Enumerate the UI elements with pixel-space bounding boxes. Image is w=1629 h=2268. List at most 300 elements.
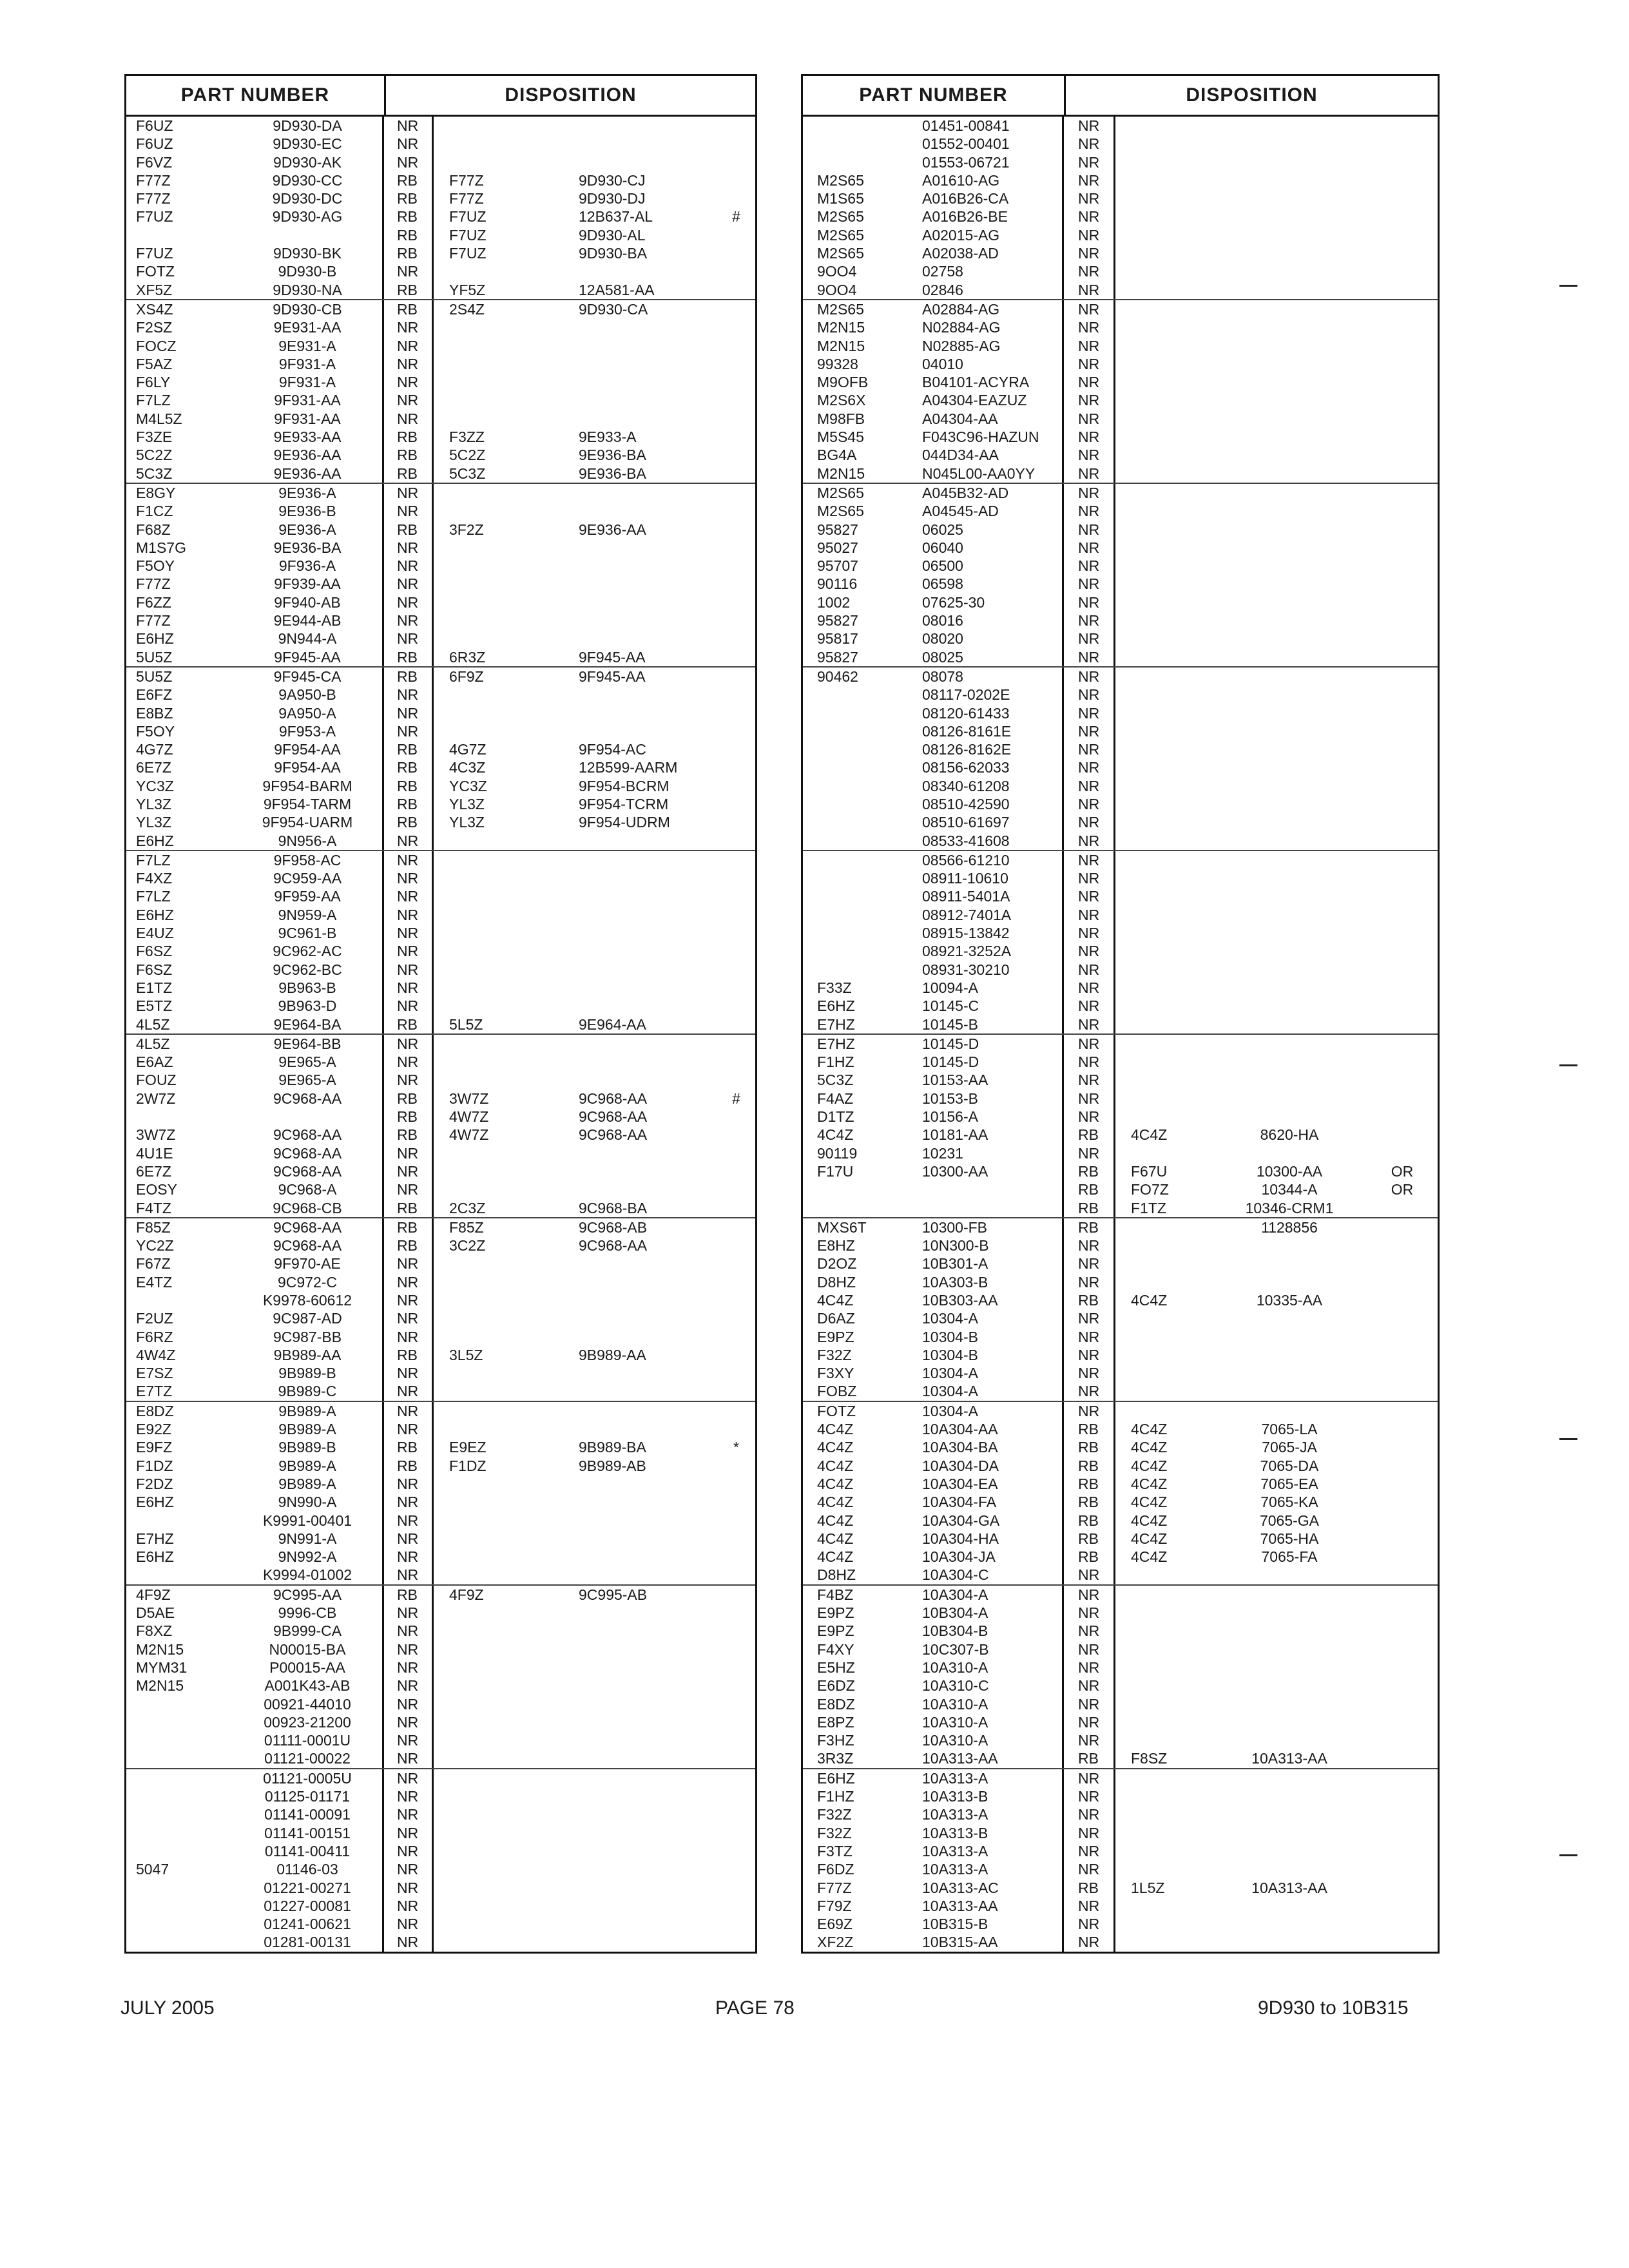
part-number: 10145-D [909, 1035, 1064, 1053]
note-mark [1367, 1933, 1438, 1951]
part-prefix: F85Z [136, 1218, 171, 1236]
note-mark [717, 668, 755, 686]
table-row [803, 1218, 1438, 1236]
part-number: 9E964-BB [233, 1035, 384, 1053]
table-row [126, 924, 755, 942]
part-prefix: 4F9Z [136, 1586, 171, 1603]
part-prefix [126, 1805, 233, 1823]
note-mark [1367, 1475, 1438, 1493]
table-row [803, 887, 1438, 905]
part-prefix: E8PZ [817, 1713, 854, 1731]
part-number: 9C968-AA [233, 1218, 384, 1236]
note-mark [717, 226, 755, 244]
note-mark [1367, 1860, 1438, 1878]
part-number: A02038-AD [909, 244, 1064, 262]
part-number: 01121-00022 [233, 1749, 384, 1767]
note-mark [1367, 428, 1438, 446]
row-group [803, 483, 1438, 666]
part-prefix [803, 869, 909, 887]
part-number: 10A304-C [909, 1566, 1064, 1584]
replacement-prefix [1115, 704, 1212, 722]
part-prefix: 4L5Z [136, 1035, 170, 1052]
note-mark [1367, 1126, 1438, 1144]
part-prefix: 9OO4 [817, 281, 857, 298]
replacement-number [543, 484, 717, 502]
replacement-number [543, 1933, 717, 1951]
replacement-number [543, 1824, 717, 1842]
part-number: 01451-00841 [909, 117, 1064, 135]
replacement-number: 10A313-AA [1251, 1879, 1327, 1896]
table-row [803, 1402, 1438, 1420]
table-row [803, 410, 1438, 428]
replacement-number [543, 1915, 717, 1933]
note-mark [717, 887, 755, 905]
replacement-number [543, 629, 717, 648]
footer-page-number: PAGE 78 [715, 1997, 795, 2019]
note-mark [1367, 1658, 1438, 1677]
replacement-number [543, 135, 717, 153]
note-mark [1367, 1915, 1438, 1933]
replacement-number [543, 1860, 717, 1878]
replacement-prefix [434, 1364, 543, 1382]
disposition-code: NR [1064, 1090, 1115, 1108]
replacement-number [543, 851, 717, 869]
disposition-code: RB [1064, 1493, 1115, 1511]
table-row [803, 1787, 1438, 1805]
part-number [909, 1199, 1064, 1217]
replacement-number: 9B989-BA [579, 1439, 646, 1456]
disposition-code: NR [1064, 1933, 1115, 1951]
note-mark [1367, 410, 1438, 428]
part-number: 08911-5401A [909, 887, 1064, 905]
table-row [126, 1805, 755, 1823]
note-mark [717, 1071, 755, 1089]
replacement-prefix [1115, 1604, 1212, 1622]
part-prefix: 4U1E [136, 1144, 173, 1162]
replacement-number [1212, 1860, 1367, 1878]
disposition-code: NR [384, 1915, 434, 1933]
part-number: 08912-7401A [909, 906, 1064, 924]
note-mark [717, 135, 755, 153]
note-mark [717, 557, 755, 575]
disposition-code: NR [1064, 722, 1115, 740]
table-row [126, 262, 755, 280]
part-prefix: E9PZ [817, 1328, 854, 1345]
part-prefix: F77Z [136, 612, 171, 629]
replacement-number: 9C968-AA [579, 1090, 648, 1107]
disposition-header: DISPOSITION [1186, 84, 1318, 106]
part-number: 10304-A [909, 1382, 1064, 1400]
replacement-number: 9D930-CJ [579, 171, 646, 189]
table-row [126, 997, 755, 1015]
replacement-prefix: 4C4Z [1131, 1292, 1168, 1309]
replacement-prefix [434, 1420, 543, 1438]
table-row [803, 1309, 1438, 1327]
part-number: 9F945-AA [233, 648, 384, 666]
right-parts-table [801, 74, 1440, 1954]
disposition-code: NR [1064, 244, 1115, 262]
part-prefix: BG4A [817, 447, 857, 464]
part-prefix: F6VZ [136, 153, 173, 171]
disposition-code: NR [1064, 1035, 1115, 1053]
part-number: 9B989-A [233, 1420, 384, 1438]
replacement-prefix: FO7Z [1131, 1181, 1169, 1198]
part-number: 9C968-AA [233, 1162, 384, 1180]
table-row [126, 1860, 755, 1878]
replacement-prefix [434, 704, 543, 722]
part-prefix: E4UZ [136, 925, 174, 942]
disposition-code: NR [1064, 391, 1115, 409]
part-number: 9F954-UARM [233, 813, 384, 831]
disposition-code: RB [1064, 1438, 1115, 1456]
note-mark [1367, 557, 1438, 575]
replacement-number [1212, 1035, 1367, 1053]
replacement-prefix [1115, 1328, 1212, 1346]
part-prefix: FOTZ [817, 1402, 856, 1419]
table-row [126, 1402, 755, 1420]
disposition-code: RB [1064, 1126, 1115, 1144]
part-number: 06040 [909, 539, 1064, 557]
part-prefix: E9PZ [817, 1604, 854, 1622]
part-number: 9C987-BB [233, 1328, 384, 1346]
replacement-number [543, 391, 717, 409]
part-prefix: F1DZ [136, 1457, 173, 1474]
replacement-number: 12B599-AARM [579, 759, 678, 776]
replacement-prefix: F7UZ [449, 245, 487, 262]
part-prefix: E8DZ [817, 1695, 855, 1713]
table-row [803, 484, 1438, 502]
disposition-code: NR [384, 942, 434, 960]
table-row [803, 1346, 1438, 1364]
table-row [126, 1915, 755, 1933]
table-row [803, 1035, 1438, 1053]
part-number: 9E933-AA [233, 428, 384, 446]
row-group [126, 1217, 755, 1401]
replacement-prefix [434, 851, 543, 869]
replacement-number [543, 318, 717, 336]
part-number: 9N990-A [233, 1493, 384, 1511]
replacement-prefix [1115, 1309, 1212, 1327]
replacement-prefix [1115, 300, 1212, 318]
replacement-prefix: F7UZ [449, 226, 487, 244]
table-row [126, 391, 755, 409]
replacement-number [1212, 1053, 1367, 1071]
disposition-code: RB [1064, 1162, 1115, 1180]
table-row [803, 1162, 1438, 1180]
note-mark [717, 1144, 755, 1162]
table-row [126, 1731, 755, 1749]
replacement-number [543, 1364, 717, 1382]
replacement-number [1212, 373, 1367, 391]
note-mark [1367, 355, 1438, 373]
disposition-code: NR [384, 117, 434, 135]
replacement-number: 7065-KA [1260, 1494, 1318, 1511]
table-row [126, 611, 755, 629]
replacement-prefix [1115, 1402, 1212, 1420]
replacement-prefix [434, 1842, 543, 1860]
note-mark: OR [1391, 1162, 1414, 1180]
part-number: 9B989-B [233, 1438, 384, 1456]
replacement-number [543, 117, 717, 135]
replacement-number [1212, 869, 1367, 887]
table-row [803, 813, 1438, 831]
replacement-prefix: 2C3Z [449, 1199, 486, 1216]
replacement-prefix [434, 1162, 543, 1180]
replacement-prefix [434, 117, 543, 135]
replacement-prefix [434, 1530, 543, 1548]
note-mark [717, 446, 755, 464]
replacement-number [1212, 1787, 1367, 1805]
table-row [803, 300, 1438, 318]
disposition-code: NR [384, 1879, 434, 1897]
note-mark [1367, 1328, 1438, 1346]
note-mark [1367, 1586, 1438, 1604]
table-row [803, 979, 1438, 997]
part-prefix: E6AZ [136, 1053, 173, 1071]
table-row [803, 1273, 1438, 1291]
part-prefix: M2S65 [817, 484, 864, 501]
disposition-code: RB [1064, 1291, 1115, 1309]
table-row [803, 942, 1438, 960]
note-mark [717, 795, 755, 813]
part-prefix: F77Z [817, 1879, 852, 1896]
replacement-prefix [434, 1071, 543, 1089]
part-prefix: F2DZ [136, 1475, 173, 1492]
replacement-prefix [1115, 869, 1212, 887]
disposition-code: NR [1064, 1640, 1115, 1658]
replacement-number [1212, 428, 1367, 446]
disposition-code: RB [384, 207, 434, 226]
replacement-number [543, 997, 717, 1015]
table-row [126, 539, 755, 557]
table-row [803, 629, 1438, 648]
replacement-prefix: 5C2Z [449, 447, 486, 464]
disposition-code: NR [1064, 226, 1115, 244]
replacement-prefix [1115, 1805, 1212, 1823]
replacement-number [1212, 832, 1367, 850]
replacement-prefix [1115, 521, 1212, 539]
replacement-prefix: F8SZ [1131, 1750, 1168, 1767]
part-number: 9B989-A [233, 1402, 384, 1420]
replacement-prefix [1115, 1933, 1212, 1951]
disposition-code: NR [384, 1364, 434, 1382]
replacement-prefix [1115, 428, 1212, 446]
replacement-number [543, 355, 717, 373]
note-mark [717, 1677, 755, 1695]
disposition-code: NR [1064, 740, 1115, 758]
note-mark [717, 686, 755, 704]
part-prefix [126, 1842, 233, 1860]
disposition-code: RB [384, 465, 434, 483]
replacement-number [1212, 391, 1367, 409]
part-number: 01281-00131 [233, 1933, 384, 1951]
disposition-code: NR [1064, 1604, 1115, 1622]
replacement-prefix [1115, 1842, 1212, 1860]
replacement-prefix [1115, 1658, 1212, 1677]
table-row [126, 171, 755, 189]
note-mark [1367, 373, 1438, 391]
part-number: 10A304-GA [909, 1512, 1064, 1530]
replacement-number [1212, 1328, 1367, 1346]
disposition-code: NR [1064, 1071, 1115, 1089]
part-prefix: F32Z [817, 1806, 852, 1823]
replacement-prefix [434, 391, 543, 409]
note-mark [717, 244, 755, 262]
table-row [126, 1090, 755, 1108]
disposition-code: NR [1064, 1236, 1115, 1254]
table-row [126, 961, 755, 979]
part-number-header: PART NUMBER [126, 76, 386, 115]
part-number: 01221-00271 [233, 1879, 384, 1897]
part-number: 01241-00621 [233, 1915, 384, 1933]
part-number: 08510-61697 [909, 813, 1064, 831]
part-prefix: E6HZ [136, 906, 174, 923]
disposition-code: NR [1064, 1254, 1115, 1273]
disposition-code: NR [1064, 1897, 1115, 1915]
replacement-prefix [434, 355, 543, 373]
replacement-number [1212, 281, 1367, 299]
disposition-code: NR [384, 1933, 434, 1951]
replacement-number: 9F954-AC [579, 741, 646, 758]
part-number: 9F936-A [233, 557, 384, 575]
disposition-code: NR [1064, 1346, 1115, 1364]
disposition-code: RB [384, 281, 434, 299]
note-mark [1367, 1897, 1438, 1915]
replacement-prefix [434, 924, 543, 942]
replacement-prefix [434, 997, 543, 1015]
disposition-code: NR [1064, 1860, 1115, 1878]
disposition-code: RB [1064, 1475, 1115, 1493]
note-mark [717, 1273, 755, 1291]
replacement-number [1212, 262, 1367, 280]
part-prefix: E92Z [136, 1421, 171, 1438]
part-prefix: 2W7Z [136, 1090, 176, 1107]
note-mark [1367, 1236, 1438, 1254]
table-row [803, 281, 1438, 299]
part-prefix: 4C4Z [817, 1494, 854, 1511]
replacement-number [1212, 1346, 1367, 1364]
note-mark [717, 1640, 755, 1658]
replacement-number [1212, 1071, 1367, 1089]
part-prefix: 4C4Z [817, 1126, 854, 1144]
table-row [126, 1749, 755, 1767]
table-row [126, 1162, 755, 1180]
note-mark [1367, 1218, 1438, 1236]
part-prefix: M1S65 [817, 190, 864, 207]
disposition-code: NR [1064, 1915, 1115, 1933]
replacement-prefix [1115, 1640, 1212, 1658]
replacement-prefix [434, 593, 543, 611]
note-mark [1367, 1254, 1438, 1273]
replacement-number: 9E933-A [579, 428, 637, 446]
replacement-number: 7065-EA [1260, 1475, 1318, 1492]
disposition-code: NR [1064, 1108, 1115, 1126]
replacement-prefix [1115, 189, 1212, 207]
part-number: 9C968-A [233, 1180, 384, 1198]
table-row [126, 1897, 755, 1915]
part-prefix [126, 1769, 233, 1787]
part-prefix [803, 704, 909, 722]
right-table-body [803, 117, 1438, 1952]
replacement-number [543, 961, 717, 979]
part-number: 08156-62033 [909, 758, 1064, 776]
table-header [803, 76, 1438, 117]
note-mark [1367, 813, 1438, 831]
part-prefix [126, 1512, 233, 1530]
note-mark [1367, 575, 1438, 593]
part-number: 10304-B [909, 1346, 1064, 1364]
note-mark [717, 1749, 755, 1767]
replacement-number [543, 611, 717, 629]
part-prefix: YC3Z [136, 777, 174, 794]
table-row [803, 1108, 1438, 1126]
part-number: A04545-AD [909, 502, 1064, 520]
part-number: 00923-21200 [233, 1713, 384, 1731]
part-number: 08126-8161E [909, 722, 1064, 740]
part-prefix: F4BZ [817, 1586, 854, 1603]
part-prefix: MXS6T [817, 1218, 867, 1236]
note-mark [1367, 1677, 1438, 1695]
table-row [126, 906, 755, 924]
disposition-code: RB [1064, 1218, 1115, 1236]
part-number: 9F954-AA [233, 740, 384, 758]
replacement-prefix [1115, 686, 1212, 704]
replacement-number [1212, 1566, 1367, 1584]
table-row [803, 1860, 1438, 1878]
part-number: K9994-01002 [233, 1566, 384, 1584]
note-mark [717, 1346, 755, 1364]
table-row [126, 1382, 755, 1400]
replacement-number [543, 1658, 717, 1677]
part-prefix: E6HZ [817, 997, 855, 1015]
part-prefix: M2N15 [136, 1640, 184, 1658]
replacement-number [1212, 906, 1367, 924]
table-row [126, 1586, 755, 1604]
part-prefix: F3ZE [136, 428, 173, 446]
part-number: 10A304-EA [909, 1475, 1064, 1493]
part-number: 10B304-B [909, 1622, 1064, 1640]
part-prefix: 1002 [817, 593, 851, 611]
replacement-number [543, 1530, 717, 1548]
table-row [126, 1879, 755, 1897]
table-row [126, 795, 755, 813]
part-number [233, 1108, 384, 1126]
note-mark [1367, 629, 1438, 648]
replacement-prefix: 4F9Z [449, 1586, 484, 1603]
note-mark [1367, 1805, 1438, 1823]
note-mark [717, 1162, 755, 1180]
replacement-prefix [434, 1291, 543, 1309]
part-number: 9F931-AA [233, 391, 384, 409]
part-number: 10C307-B [909, 1640, 1064, 1658]
part-prefix: YC2Z [136, 1237, 174, 1254]
replacement-prefix [1115, 281, 1212, 299]
part-number: 9D930-NA [233, 281, 384, 299]
replacement-prefix [1115, 668, 1212, 686]
table-row [126, 1493, 755, 1511]
disposition-code: NR [1064, 575, 1115, 593]
part-prefix [126, 226, 233, 244]
replacement-prefix: YL3Z [449, 814, 485, 831]
note-mark [717, 1126, 755, 1144]
disposition-code: NR [1064, 1713, 1115, 1731]
replacement-number: 10A313-AA [1251, 1750, 1327, 1767]
table-row [803, 1749, 1438, 1767]
note-mark [717, 373, 755, 391]
replacement-prefix: 4C4Z [1131, 1475, 1168, 1492]
table-row [803, 997, 1438, 1015]
part-number: 9A950-B [233, 686, 384, 704]
